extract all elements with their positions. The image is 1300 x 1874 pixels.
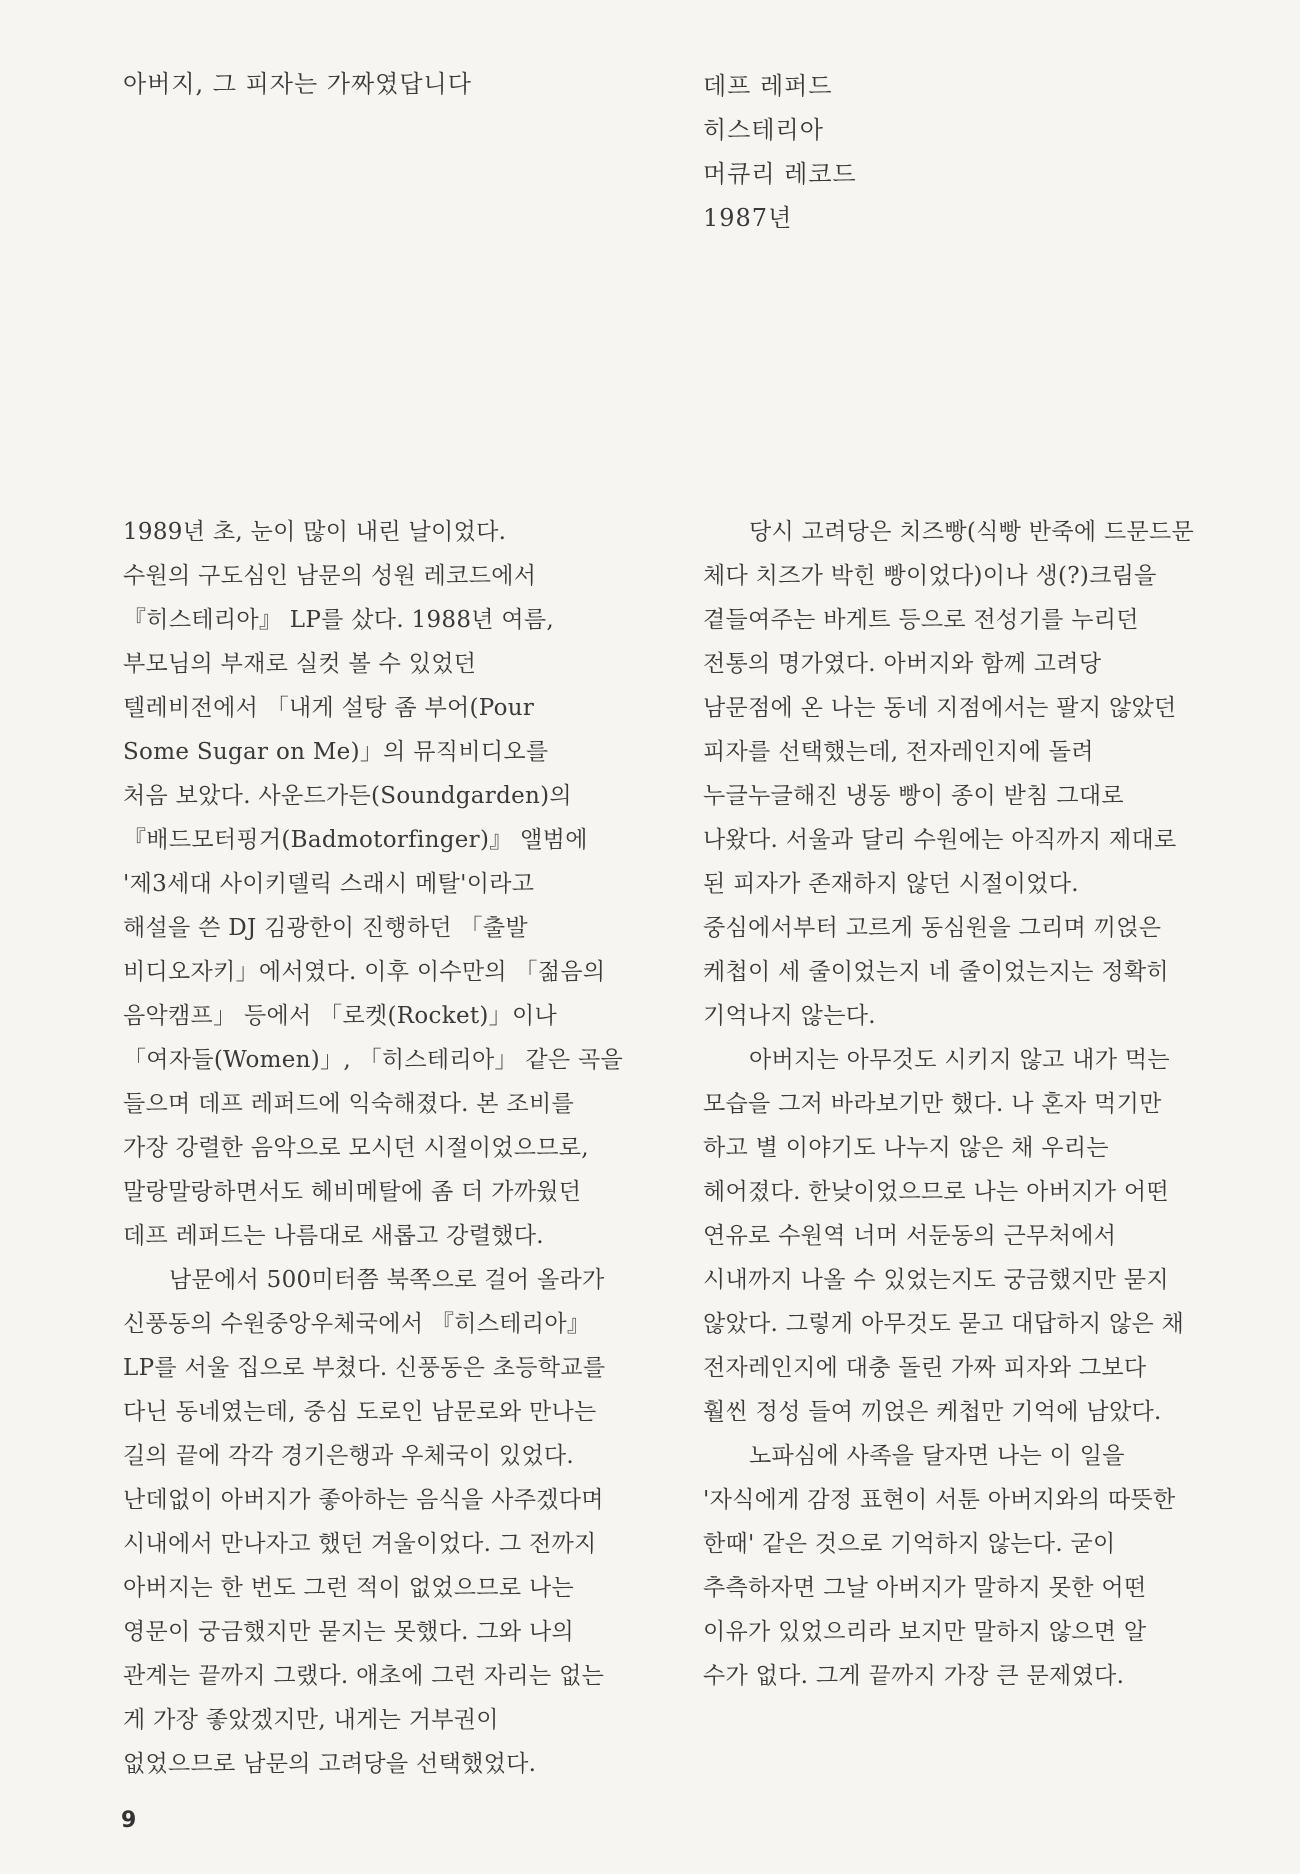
text-line: 된 피자가 존재하지 않던 시절이었다. xyxy=(703,871,1079,897)
text-line: 헤어졌다. 한낮이었으므로 나는 아버지가 어떤 xyxy=(703,1179,1169,1205)
text-line: 당시 고려당은 치즈빵(식빵 반죽에 드문드문 xyxy=(749,519,1195,545)
text-line: 「여자들(Women)」, 「히스테리아」 같은 곡을 xyxy=(123,1047,624,1073)
text-line: 나왔다. 서울과 달리 수원에는 아직까지 제대로 xyxy=(703,827,1177,853)
text-line: 신풍동의 수원중앙우체국에서 『히스테리아』 xyxy=(123,1311,591,1337)
text-line: 데프 레퍼드는 나름대로 새롭고 강렬했다. xyxy=(123,1223,544,1249)
text-line: Some Sugar on Me)」의 뮤직비디오를 xyxy=(123,739,549,765)
paragraph xyxy=(703,1434,1231,1698)
text-line: 길의 끝에 각각 경기은행과 우체국이 있었다. xyxy=(123,1443,574,1469)
text-line: 남문에서 500미터쯤 북쪽으로 걸어 올라가 xyxy=(169,1267,605,1293)
text-line: 다닌 동네였는데, 중심 도로인 남문로와 만나는 xyxy=(123,1399,597,1425)
text-line: 누글누글해진 냉동 빵이 종이 받침 그대로 xyxy=(703,783,1124,809)
text-line: 피자를 선택했는데, 전자레인지에 돌려 xyxy=(703,739,1094,765)
text-line: 『배드모터핑거(Badmotorfinger)』 앨범에 xyxy=(123,827,588,853)
text-line: 들으며 데프 레퍼드에 익숙해졌다. 본 조비를 xyxy=(123,1091,574,1117)
text-line: 훨씬 정성 들여 끼얹은 케첩만 기억에 남았다. xyxy=(703,1399,1162,1425)
album-info xyxy=(703,64,857,240)
text-line: 영문이 궁금했지만 묻지는 못했다. 그와 나의 xyxy=(123,1619,574,1645)
text-line: 한때' 같은 것으로 기억하지 않는다. 굳이 xyxy=(703,1531,1116,1557)
text-line: 연유로 수원역 너머 서둔동의 근무처에서 xyxy=(703,1223,1117,1249)
right-column xyxy=(703,510,1231,1698)
essay-title: 아버지, 그 피자는 가짜였답니다 xyxy=(123,70,472,98)
text-line: 노파심에 사족을 달자면 나는 이 일을 xyxy=(749,1443,1125,1469)
text-line: 게 가장 좋았겠지만, 내게는 거부권이 xyxy=(123,1707,499,1733)
text-line: 남문점에 온 나는 동네 지점에서는 팔지 않았던 xyxy=(703,695,1177,721)
text-line: 시내까지 나올 수 있었는지도 궁금했지만 묻지 xyxy=(703,1267,1169,1293)
text-line: 모습을 그저 바라보기만 했다. 나 혼자 먹기만 xyxy=(703,1091,1162,1117)
text-line: 전자레인지에 대충 돌린 가짜 피자와 그보다 xyxy=(703,1355,1147,1381)
album-name: 히스테리아 xyxy=(703,116,824,144)
text-line: 케첩이 세 줄이었는지 네 줄이었는지는 정확히 xyxy=(703,959,1169,985)
text-line: LP를 서울 집으로 부쳤다. 신풍동은 초등학교를 xyxy=(123,1355,606,1381)
text-line: 추측하자면 그날 아버지가 말하지 못한 어떤 xyxy=(703,1575,1147,1601)
text-line: 중심에서부터 고르게 동심원을 그리며 끼얹은 xyxy=(703,915,1162,941)
text-line: 처음 보았다. 사운드가든(Soundgarden)의 xyxy=(123,783,572,809)
text-line: '자식에게 감정 표현이 서툰 아버지와의 따뜻한 xyxy=(703,1487,1176,1513)
text-line: 수원의 구도심인 남문의 성원 레코드에서 xyxy=(123,563,537,589)
text-line: 말랑말랑하면서도 헤비메탈에 좀 더 가까웠던 xyxy=(123,1179,582,1205)
text-line: 비디오자키」에서였다. 이후 이수만의 「젊음의 xyxy=(123,959,606,985)
text-line: 시내에서 만나자고 했던 겨울이었다. 그 전까지 xyxy=(123,1531,597,1557)
paragraph xyxy=(123,510,651,1258)
text-line: 하고 별 이야기도 나누지 않은 채 우리는 xyxy=(703,1135,1109,1161)
paragraph xyxy=(703,510,1231,1038)
album-year: 1987년 xyxy=(703,204,793,232)
text-line: 않았다. 그렇게 아무것도 묻고 대답하지 않은 채 xyxy=(703,1311,1185,1337)
page-number: 9 xyxy=(121,1808,137,1833)
text-line: 관계는 끝까지 그랬다. 애초에 그런 자리는 없는 xyxy=(123,1663,605,1689)
paragraph xyxy=(703,1038,1231,1434)
album-label: 머큐리 레코드 xyxy=(703,160,857,188)
text-line: 음악캠프」 등에서 「로켓(Rocket)」이나 xyxy=(123,1003,558,1029)
paragraph xyxy=(123,1258,651,1786)
album-artist: 데프 레퍼드 xyxy=(703,72,833,100)
text-line: 이유가 있었으리라 보지만 말하지 않으면 알 xyxy=(703,1619,1147,1645)
text-line: 1989년 초, 눈이 많이 내린 날이었다. xyxy=(123,519,507,545)
text-line: 아버지는 아무것도 시키지 않고 내가 먹는 xyxy=(749,1047,1170,1073)
text-line: 난데없이 아버지가 좋아하는 음식을 사주겠다며 xyxy=(123,1487,604,1513)
text-line: 전통의 명가였다. 아버지와 함께 고려당 xyxy=(703,651,1102,677)
text-line: 없었으므로 남문의 고려당을 선택했었다. xyxy=(123,1751,537,1777)
text-line: 『히스테리아』 LP를 샀다. 1988년 여름, xyxy=(123,607,555,633)
text-line: 기억나지 않는다. xyxy=(703,1003,876,1029)
text-line: 가장 강렬한 음악으로 모시던 시절이었으므로, xyxy=(123,1135,589,1161)
text-line: 해설을 쓴 DJ 김광한이 진행하던 「출발 xyxy=(123,915,528,941)
text-line: '제3세대 사이키델릭 스래시 메탈'이라고 xyxy=(123,871,535,897)
text-line: 텔레비전에서 「내게 설탕 좀 부어(Pour xyxy=(123,695,535,721)
text-line: 곁들여주는 바게트 등으로 전성기를 누리던 xyxy=(703,607,1139,633)
text-line: 아버지는 한 번도 그런 적이 없었으므로 나는 xyxy=(123,1575,574,1601)
text-line: 체다 치즈가 박힌 빵이었다)이나 생(?)크림을 xyxy=(703,563,1157,589)
text-line: 수가 없다. 그게 끝까지 가장 큰 문제였다. xyxy=(703,1663,1125,1689)
text-line: 부모님의 부재로 실컷 볼 수 있었던 xyxy=(123,651,477,677)
left-column xyxy=(123,510,651,1786)
